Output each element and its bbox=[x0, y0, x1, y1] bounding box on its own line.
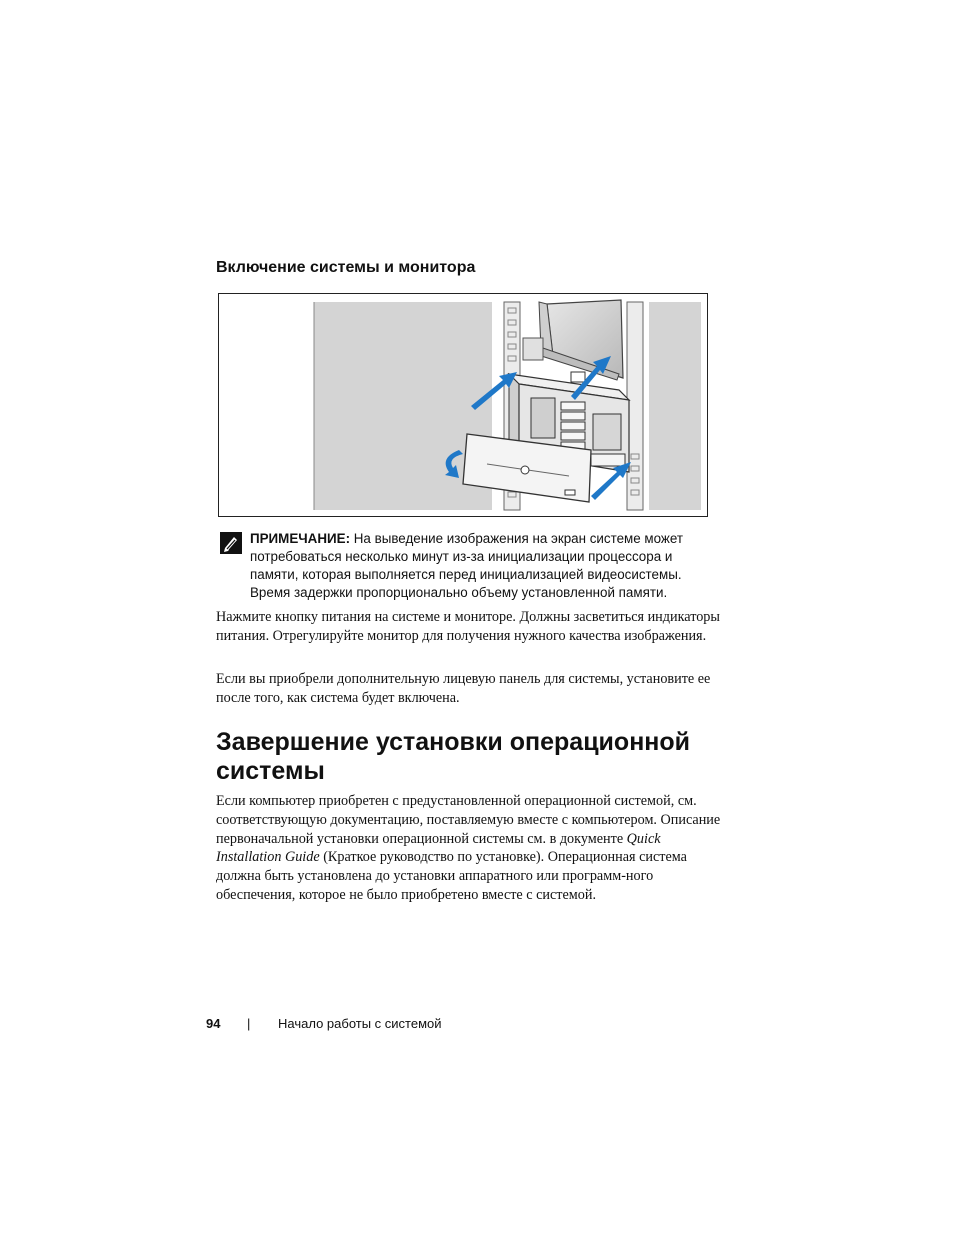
paragraph-os-part1: Если компьютер приобретен с предустановленной операционной системой, см. соответствующую документацию, поставляемую вместе с компьютером. Описание первоначальной установки операционной системы см. в документе bbox=[216, 793, 721, 847]
paragraph-os-part2: (Краткое руководство по установке). Операционная система должна быть установлена до установки аппаратного или программ-ного обеспечения, которое не было приобретено вместе с системой. bbox=[216, 849, 687, 903]
chapter-heading: Завершение установки операционной системы bbox=[216, 728, 691, 785]
note-label: ПРИМЕЧАНИЕ: bbox=[250, 531, 351, 546]
page-number: 94 bbox=[206, 1016, 221, 1031]
background-panel-right bbox=[649, 302, 701, 510]
system-illustration bbox=[218, 293, 708, 517]
quick-installation-guide-title: Quick Installation Guide bbox=[216, 830, 661, 866]
paragraph-power-on: Нажмите кнопку питания на системе и мониторе. Должны засветиться индикаторы питания. Отрегулируйте монитор для получения нужного качества изображения. bbox=[216, 609, 720, 644]
paragraph-bezel: Если вы приобрели дополнительную лицевую панель для системы, установите ее после того, как система будет включена. bbox=[216, 671, 711, 706]
note-text bbox=[250, 530, 720, 602]
section-heading: Включение системы и монитора bbox=[216, 259, 476, 276]
footer-title: Начало работы с системой bbox=[278, 1016, 442, 1031]
power-button bbox=[571, 372, 585, 382]
footer-separator: | bbox=[247, 1016, 251, 1031]
paragraph-os-install bbox=[216, 792, 721, 905]
pencil-icon bbox=[220, 532, 242, 554]
note-body: На выведение изображения на экран системе может потребоваться несколько минут из-за инициализации процессора и памяти, которая выполняется перед инициализацией видеосистемы. Время задержки пропорционально объему установленной памяти. bbox=[250, 531, 684, 600]
